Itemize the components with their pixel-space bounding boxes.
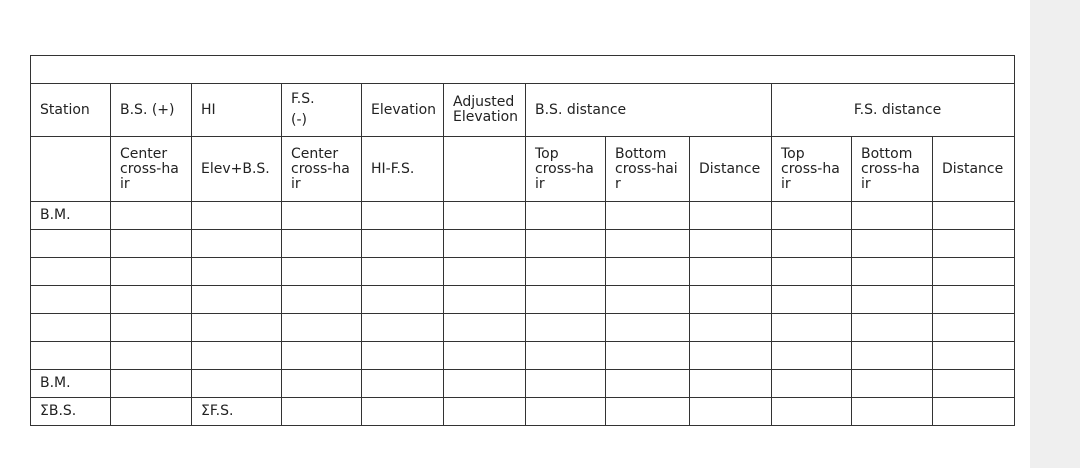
table-cell[interactable] (111, 286, 192, 314)
header-station: Station (31, 84, 111, 137)
table-cell[interactable] (444, 258, 526, 286)
table-cell[interactable] (772, 314, 852, 342)
table-cell[interactable] (282, 370, 362, 398)
table-title-row (30, 55, 1015, 84)
subheader-bs-top-crosshair: Top cross-ha ir (526, 137, 606, 202)
table-cell[interactable] (852, 370, 933, 398)
header-bs-distance: B.S. distance (526, 84, 772, 137)
table-cell[interactable] (933, 258, 1015, 286)
table-cell[interactable] (362, 202, 444, 230)
table-cell[interactable] (192, 370, 282, 398)
sum-row (31, 398, 1015, 426)
table-row (31, 230, 1015, 258)
table-cell[interactable] (852, 398, 933, 426)
table-cell[interactable] (690, 370, 772, 398)
table-cell[interactable] (606, 370, 690, 398)
table-cell[interactable] (362, 342, 444, 370)
level-notes-table (30, 83, 1015, 426)
side-panel (1030, 0, 1080, 468)
table-cell[interactable] (606, 258, 690, 286)
table-cell[interactable] (772, 202, 852, 230)
table-cell[interactable] (31, 314, 111, 342)
table-cell[interactable] (690, 202, 772, 230)
table-cell[interactable] (192, 286, 282, 314)
table-cell[interactable] (606, 286, 690, 314)
subheader-fs-distance: Distance (933, 137, 1015, 202)
table-cell[interactable] (111, 342, 192, 370)
table-row (31, 258, 1015, 286)
table-cell[interactable] (933, 314, 1015, 342)
table-row (31, 370, 1015, 398)
header-adjusted-elevation: Adjusted Elevation (444, 84, 526, 137)
table-cell[interactable] (526, 398, 606, 426)
header-fs-distance: F.S. distance (772, 84, 1015, 137)
row-label-bm-end: B.M. (31, 370, 111, 398)
table-cell[interactable] (606, 342, 690, 370)
table-cell[interactable] (852, 314, 933, 342)
subheader-empty-station (31, 137, 111, 202)
table-row (31, 342, 1015, 370)
table-cell[interactable] (444, 370, 526, 398)
header-fs-label: F.S. (291, 91, 315, 107)
table-cell[interactable] (282, 314, 362, 342)
table-cell[interactable] (933, 286, 1015, 314)
table-cell[interactable] (852, 230, 933, 258)
sum-fs-cell[interactable] (282, 398, 362, 426)
sum-fs-label: ΣF.S. (192, 398, 282, 426)
subheader-elev-plus-bs: Elev+B.S. (192, 137, 282, 202)
sum-bs-cell[interactable] (111, 398, 192, 426)
table-cell[interactable] (444, 202, 526, 230)
table-cell[interactable] (192, 202, 282, 230)
subheader-fs-bottom-crosshair: Bottom cross-ha ir (852, 137, 933, 202)
table-cell[interactable] (444, 286, 526, 314)
table-cell[interactable] (933, 398, 1015, 426)
table-cell[interactable] (526, 370, 606, 398)
header-bs-plus: B.S. (+) (111, 84, 192, 137)
table-cell[interactable] (690, 230, 772, 258)
table-cell[interactable] (362, 286, 444, 314)
table-cell[interactable] (444, 230, 526, 258)
table-cell[interactable] (444, 398, 526, 426)
table-cell[interactable] (111, 202, 192, 230)
table-cell[interactable] (111, 314, 192, 342)
table-cell[interactable] (282, 230, 362, 258)
table-cell[interactable] (852, 202, 933, 230)
table-cell[interactable] (192, 230, 282, 258)
subheader-center-crosshair-fs: Center cross-ha ir (282, 137, 362, 202)
table-row (31, 286, 1015, 314)
table-cell[interactable] (282, 202, 362, 230)
table-cell[interactable] (933, 370, 1015, 398)
subheader-hi-minus-fs: HI-F.S. (362, 137, 444, 202)
table-cell[interactable] (192, 314, 282, 342)
table-cell[interactable] (606, 314, 690, 342)
table-cell[interactable] (362, 258, 444, 286)
table-cell[interactable] (772, 230, 852, 258)
table-cell[interactable] (690, 314, 772, 342)
table-cell[interactable] (362, 314, 444, 342)
table-cell[interactable] (772, 258, 852, 286)
table-cell[interactable] (444, 314, 526, 342)
subheader-row (31, 137, 1015, 202)
table-cell[interactable] (444, 342, 526, 370)
table-cell[interactable] (526, 202, 606, 230)
subheader-fs-top-crosshair: Top cross-ha ir (772, 137, 852, 202)
table-cell[interactable] (606, 398, 690, 426)
table-cell[interactable] (362, 398, 444, 426)
table-cell[interactable] (690, 258, 772, 286)
table-cell[interactable] (690, 286, 772, 314)
table-cell[interactable] (606, 202, 690, 230)
table-cell[interactable] (772, 342, 852, 370)
table-cell[interactable] (526, 314, 606, 342)
table-cell[interactable] (31, 258, 111, 286)
table-cell[interactable] (772, 286, 852, 314)
table-cell[interactable] (282, 258, 362, 286)
table-cell[interactable] (111, 230, 192, 258)
subheader-empty-adjusted (444, 137, 526, 202)
table-cell[interactable] (772, 370, 852, 398)
table-cell[interactable] (852, 258, 933, 286)
table-cell[interactable] (933, 230, 1015, 258)
header-elevation: Elevation (362, 84, 444, 137)
table-cell[interactable] (31, 230, 111, 258)
table-cell[interactable] (282, 286, 362, 314)
table-cell[interactable] (192, 342, 282, 370)
header-hi: HI (192, 84, 282, 137)
table-cell[interactable] (526, 230, 606, 258)
table-cell[interactable] (111, 258, 192, 286)
table-cell[interactable] (31, 342, 111, 370)
table-cell[interactable] (933, 202, 1015, 230)
sum-bs-label: ΣB.S. (31, 398, 111, 426)
table-cell[interactable] (282, 342, 362, 370)
table-cell[interactable] (111, 370, 192, 398)
table-cell[interactable] (526, 342, 606, 370)
table-cell[interactable] (772, 398, 852, 426)
table-cell[interactable] (606, 230, 690, 258)
subheader-center-crosshair-bs: Center cross-ha ir (111, 137, 192, 202)
table-cell[interactable] (933, 342, 1015, 370)
header-fs-minus: (-) (291, 112, 307, 128)
header-fs (282, 84, 362, 137)
table-row (31, 202, 1015, 230)
table-cell[interactable] (362, 370, 444, 398)
table-row (31, 314, 1015, 342)
subheader-bs-distance: Distance (690, 137, 772, 202)
table-cell[interactable] (526, 258, 606, 286)
table-cell[interactable] (31, 286, 111, 314)
table-cell[interactable] (362, 230, 444, 258)
table-cell[interactable] (690, 342, 772, 370)
table-cell[interactable] (192, 258, 282, 286)
row-label-bm-start: B.M. (31, 202, 111, 230)
table-cell[interactable] (690, 398, 772, 426)
table-cell[interactable] (852, 342, 933, 370)
table-cell[interactable] (526, 286, 606, 314)
header-row (31, 84, 1015, 137)
subheader-bs-bottom-crosshair: Bottom cross-hai r (606, 137, 690, 202)
table-cell[interactable] (852, 286, 933, 314)
